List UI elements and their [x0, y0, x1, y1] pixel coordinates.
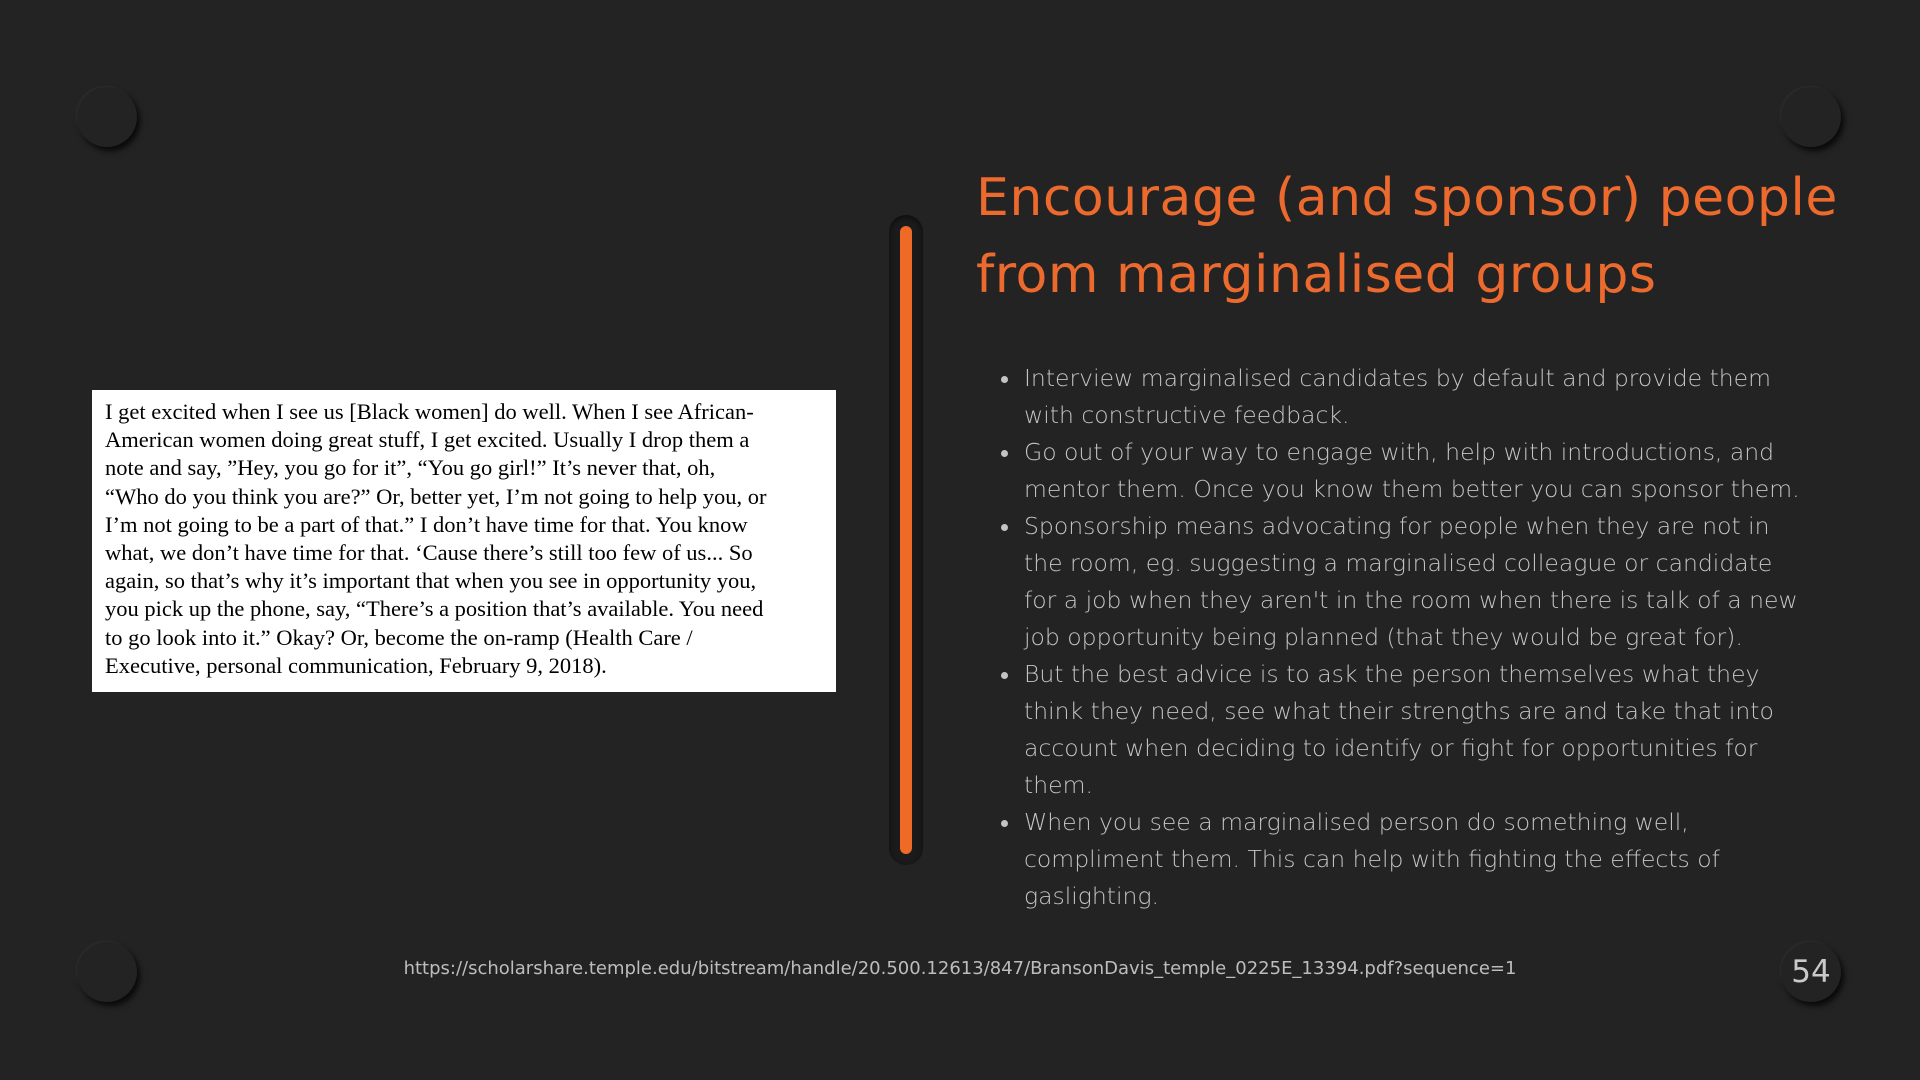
bullet-item: • Go out of your way to engage with, help with introductions, and mentor them. Once you know them better you can sponsor them. — [1022, 434, 1812, 508]
bullet-item: • But the best advice is to ask the person themselves what they think they need, see what their strengths are and take that into account when deciding to identify or fight for opportunities for them. — [1022, 656, 1812, 804]
source-link[interactable]: https://scholarshare.temple.edu/bitstream/handle/20.500.12613/847/BransonDavis_temple_0225E_13394.pdf?sequence=1 — [403, 958, 1517, 979]
decorative-circle-top-left — [77, 87, 137, 147]
slide-title: Encourage (and sponsor) people from marginalised groups — [976, 168, 1838, 305]
bullet-item: • Interview marginalised candidates by default and provide them with constructive feedback. — [1022, 360, 1812, 434]
bullet-item: • When you see a marginalised person do something well, compliment them. This can help with fighting the effects of gaslighting. — [1022, 804, 1812, 915]
quote-image — [92, 390, 836, 692]
bullet-list — [998, 360, 1812, 915]
page-number: 54 — [1791, 954, 1831, 990]
accent-divider — [900, 226, 912, 854]
quote-text: I get excited when I see us [Black women] do well. When I see African- American women doing great stuff, I get excited. Usually I drop them a note and say, ”Hey, you go for it”, “You go girl!” It’s never that, oh, “Who do you think you are?” Or, better yet, I’m not going to help you, or I’m not going to be a part of that.” I don’t have time for that. You know what, we don’t have time for that. ‘Cause there’s still too few of us... So again, so that’s why it’s important that when you see in opportunity you, you pick up the phone, say, “There’s a position that’s available. You need to go look into it.” Okay? Or, become the on-ramp (Health Care / Executive, personal communication, February 9, 2018). — [105, 399, 767, 678]
decorative-circle-top-right — [1781, 87, 1841, 147]
bullet-item: • Sponsorship means advocating for people when they are not in the room, eg. suggesting a marginalised colleague or candidate for a job when they aren't in the room when there is talk of a new job opportunity being planned (that they would be great for). — [1022, 508, 1812, 656]
